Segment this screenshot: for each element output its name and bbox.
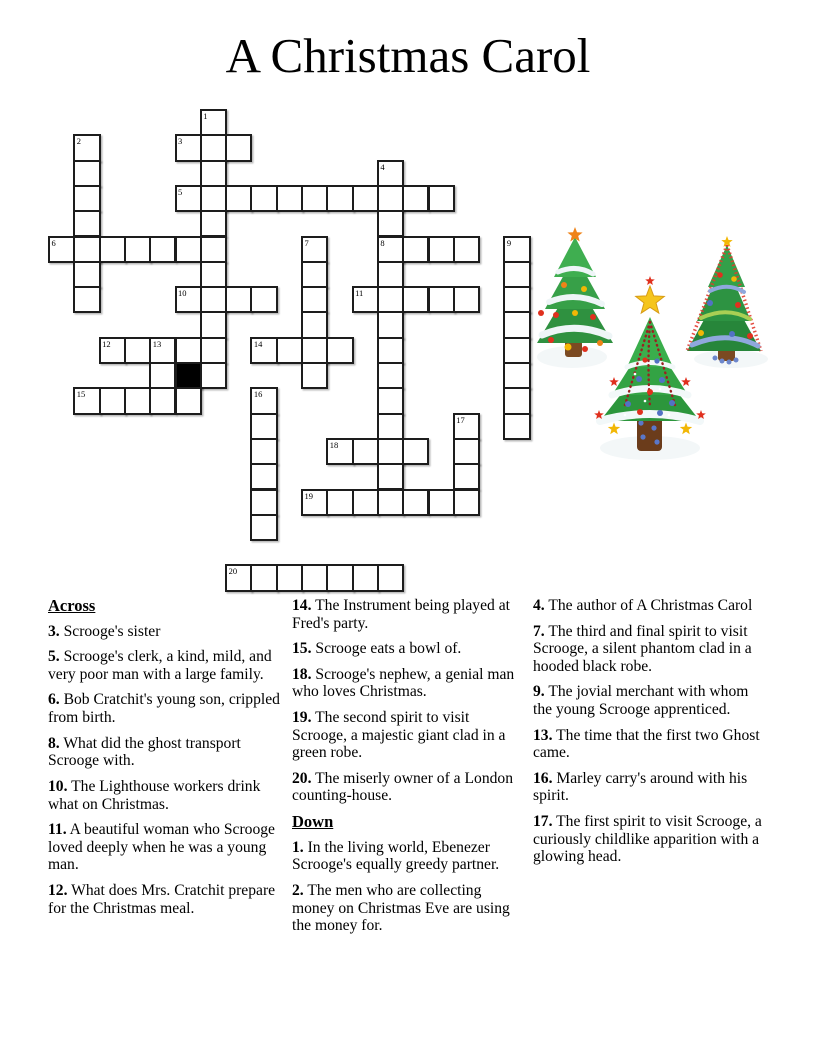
grid-cell <box>453 413 480 440</box>
clue: 20. The miserly owner of a London counting-house. <box>292 769 514 805</box>
clue: 19. The second spirit to visit Scrooge, a majestic giant clad in a green robe. <box>292 709 506 762</box>
grid-cell <box>503 413 530 440</box>
cell-number: 17 <box>456 414 465 425</box>
grid-cell <box>352 489 379 516</box>
grid-cell <box>377 286 404 313</box>
grid-cell <box>301 236 328 263</box>
clue-number: 3. <box>48 622 60 640</box>
christmas-trees-illustration <box>535 225 775 460</box>
grid-cell <box>377 387 404 414</box>
grid-cell <box>428 286 455 313</box>
clue: 9. The jovial merchant with whom the young Scrooge apprenticed. <box>533 683 749 719</box>
grid-cell <box>352 564 379 591</box>
grid-cell <box>503 362 530 389</box>
grid-cell <box>250 489 277 516</box>
clue-number: 2. <box>292 881 304 899</box>
grid-cell <box>250 514 277 541</box>
grid-cell <box>428 236 455 263</box>
grid-cell <box>377 362 404 389</box>
clue: 7. The third and final spirit to visit Scrooge, a silent phantom clad in a hooded black robe. <box>533 622 752 675</box>
grid-cell <box>200 160 227 187</box>
grid-cell <box>250 413 277 440</box>
clue: 16. Marley carry's around with his spirit. <box>533 769 748 805</box>
grid-cell <box>149 362 176 389</box>
grid-cell <box>326 489 353 516</box>
clue-number: 8. <box>48 734 60 752</box>
grid-cell <box>377 463 404 490</box>
grid-cell <box>503 387 530 414</box>
grid-cell <box>301 564 328 591</box>
cell-number: 2 <box>76 136 82 147</box>
grid-cell <box>149 337 176 364</box>
clue-number: 15. <box>292 640 312 658</box>
cell-number: 15 <box>76 389 86 400</box>
grid-cell <box>225 185 252 212</box>
grid-cell <box>377 564 404 591</box>
grid-cell <box>377 160 404 187</box>
clue-section-header: Down <box>292 812 334 832</box>
grid-cell <box>149 236 176 263</box>
grid-cell <box>225 286 252 313</box>
grid-cell <box>73 185 100 212</box>
grid-cell <box>453 438 480 465</box>
grid-cell <box>225 134 252 161</box>
grid-cell <box>503 311 530 338</box>
grid-cell <box>124 337 151 364</box>
grid-cell <box>453 489 480 516</box>
grid-cell <box>73 210 100 237</box>
grid-cell <box>301 261 328 288</box>
clue-number: 5. <box>48 648 60 666</box>
clue: 3. Scrooge's sister <box>48 622 161 640</box>
grid-cell <box>250 387 277 414</box>
grid-cell <box>73 261 100 288</box>
page-title: A Christmas Carol <box>225 28 591 83</box>
grid-cell <box>276 185 303 212</box>
grid-cell <box>175 185 202 212</box>
grid-cell <box>200 337 227 364</box>
grid-cell <box>301 489 328 516</box>
grid-cell <box>250 463 277 490</box>
clue-number: 18. <box>292 665 312 683</box>
grid-cell <box>200 261 227 288</box>
clue-number: 14. <box>292 597 312 614</box>
grid-cell <box>276 337 303 364</box>
clue: 18. Scrooge's nephew, a genial man who loves Christmas. <box>292 665 515 701</box>
grid-cell <box>175 286 202 313</box>
grid-cell <box>99 337 126 364</box>
clue-number: 9. <box>533 683 545 701</box>
cell-number: 16 <box>253 389 263 400</box>
grid-cell <box>200 185 227 212</box>
grid-cell <box>276 564 303 591</box>
clue: 13. The time that the first two Ghost came. <box>533 726 760 762</box>
clue: 17. The first spirit to visit Scrooge, a curiously childlike apparition with a glowing head. <box>533 813 762 866</box>
clue-section-header: Across <box>48 596 96 615</box>
cell-number: 20 <box>228 566 238 577</box>
grid-cell <box>326 438 353 465</box>
clue-number: 1. <box>292 838 304 856</box>
clue: 14. The Instrument being played at Fred's party. <box>292 597 510 632</box>
grid-cell <box>402 236 429 263</box>
grid-cell <box>377 185 404 212</box>
grid-cell <box>503 337 530 364</box>
grid-cell <box>73 134 100 161</box>
clue: 2. The men who are collecting money on Christmas Eve are using the money for. <box>292 881 510 935</box>
grid-cell <box>301 185 328 212</box>
grid-cell <box>352 286 379 313</box>
clue: 5. Scrooge's clerk, a kind, mild, and very poor man with a large family. <box>48 648 272 683</box>
grid-cell <box>453 463 480 490</box>
grid-cell <box>326 564 353 591</box>
grid-cell <box>301 286 328 313</box>
grid-cell <box>73 236 100 263</box>
grid-cell <box>402 438 429 465</box>
clue: 4. The author of A Christmas Carol <box>533 597 753 614</box>
grid-cell <box>175 134 202 161</box>
grid-cell <box>453 286 480 313</box>
tree-right <box>687 236 768 368</box>
clue-number: 6. <box>48 691 60 709</box>
clue-number: 11. <box>48 821 67 839</box>
clue-number: 13. <box>533 726 553 744</box>
grid-cell <box>250 438 277 465</box>
clue-column-3 <box>533 597 766 874</box>
grid-cell <box>377 489 404 516</box>
clue: 15. Scrooge eats a bowl of. <box>292 640 462 658</box>
cell-number: 10 <box>178 288 187 299</box>
cell-number: 11 <box>355 288 364 299</box>
grid-cell <box>402 286 429 313</box>
clue-number: 17. <box>533 813 553 831</box>
clue: 1. In the living world, Ebenezer Scrooge's equally greedy partner. <box>292 838 500 874</box>
grid-cell <box>200 362 227 389</box>
grid-cell <box>377 311 404 338</box>
cell-number: 9 <box>506 237 512 248</box>
tree-left <box>537 227 613 368</box>
cell-number: 12 <box>102 338 111 349</box>
grid-cell <box>250 286 277 313</box>
clue-number: 12. <box>48 881 68 899</box>
cell-number: 7 <box>304 237 309 248</box>
clue: 12. What does Mrs. Cratchit prepare for the Christmas meal. <box>48 881 276 917</box>
grid-cell <box>503 286 530 313</box>
grid-cell <box>73 160 100 187</box>
clue-number: 16. <box>533 769 553 787</box>
grid-cell <box>377 413 404 440</box>
cell-number: 4 <box>380 161 385 172</box>
clue: 10. The Lighthouse workers drink what on Christmas. <box>48 777 261 813</box>
clue-number: 10. <box>48 777 68 795</box>
grid-cell <box>200 236 227 263</box>
grid-cell <box>73 286 100 313</box>
grid-cell <box>453 236 480 263</box>
cell-number: 18 <box>329 439 339 450</box>
grid-cell <box>48 236 75 263</box>
grid-cell <box>402 489 429 516</box>
grid-cell <box>250 564 277 591</box>
grid-cell <box>326 337 353 364</box>
grid-cell <box>352 185 379 212</box>
grid-cell <box>301 311 328 338</box>
cell-number: 13 <box>152 338 162 349</box>
grid-cell <box>377 210 404 237</box>
clue-column-2 <box>292 597 525 943</box>
grid-cell <box>124 236 151 263</box>
cell-number: 14 <box>253 338 263 349</box>
clue-column-1 <box>48 597 281 925</box>
grid-cell <box>175 236 202 263</box>
grid-cell <box>250 185 277 212</box>
grid-cell <box>377 261 404 288</box>
cell-number: 1 <box>203 111 208 121</box>
grid-cell <box>200 109 227 136</box>
grid-cell <box>99 387 126 414</box>
grid-cell <box>352 438 379 465</box>
grid-cell <box>73 387 100 414</box>
clue-number: 19. <box>292 709 312 727</box>
grid-cell <box>99 236 126 263</box>
grid-cell <box>225 564 252 591</box>
grid-cell <box>428 185 455 212</box>
cell-number: 6 <box>51 237 56 248</box>
grid-cell <box>200 286 227 313</box>
tree-middle-star <box>636 286 665 313</box>
grid-cell <box>377 236 404 263</box>
clue-number: 20. <box>292 769 312 787</box>
clue: 11. A beautiful woman who Scrooge loved deeply when he was a young man. <box>48 821 275 874</box>
grid-cell <box>301 337 328 364</box>
clue-number: 7. <box>533 622 545 640</box>
cell-number: 3 <box>178 136 183 147</box>
grid-cell <box>377 438 404 465</box>
clue: 6. Bob Cratchit's young son, crippled from birth. <box>48 691 280 727</box>
clue: 8. What did the ghost transport Scrooge with. <box>48 734 241 770</box>
tree-middle <box>594 276 706 460</box>
grid-cell <box>402 185 429 212</box>
grid-cell <box>175 387 202 414</box>
grid-cell <box>301 362 328 389</box>
grid-cell <box>503 261 530 288</box>
grid-cell <box>149 387 176 414</box>
cell-number: 8 <box>380 237 385 248</box>
grid-cell <box>200 210 227 237</box>
grid-cell <box>124 387 151 414</box>
grid-cell <box>326 185 353 212</box>
cell-number: 5 <box>178 186 183 197</box>
grid-cell <box>503 236 530 263</box>
grid-cell <box>200 134 227 161</box>
clue-number: 4. <box>533 597 545 614</box>
grid-cell <box>175 337 202 364</box>
grid-cell <box>428 489 455 516</box>
grid-cell-black <box>175 362 202 389</box>
grid-cell <box>200 311 227 338</box>
grid-cell <box>250 337 277 364</box>
grid-cell <box>377 337 404 364</box>
cell-number: 19 <box>304 490 313 501</box>
